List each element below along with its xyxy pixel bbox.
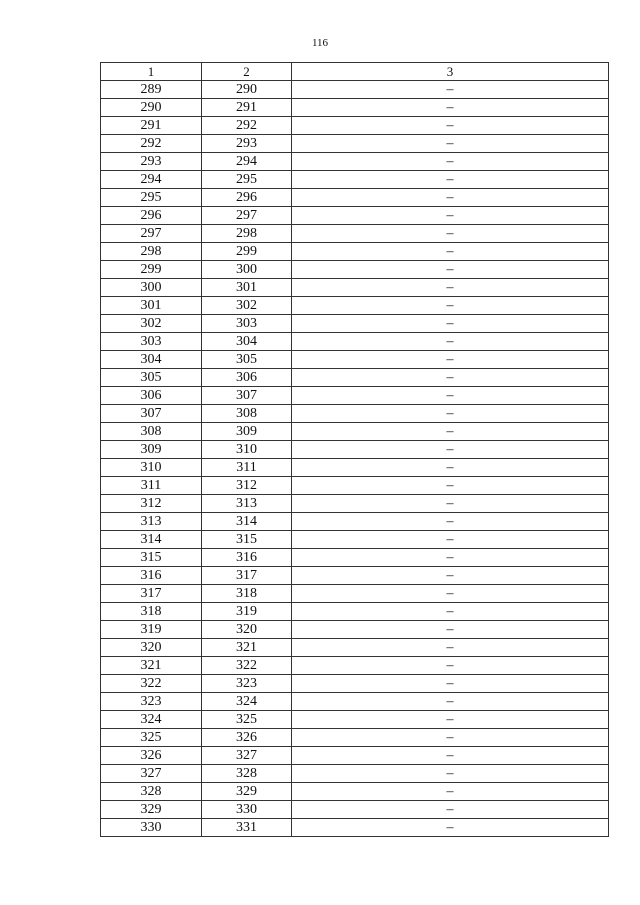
table-cell-col-1: 302 bbox=[101, 315, 202, 333]
table-row bbox=[101, 765, 609, 783]
table-cell-col-2: 291 bbox=[202, 99, 292, 117]
table-cell-col-2: 296 bbox=[202, 189, 292, 207]
table-cell-col-3: – bbox=[292, 531, 609, 549]
table-body bbox=[101, 81, 609, 837]
table-cell-col-3: – bbox=[292, 783, 609, 801]
table-cell-col-1: 291 bbox=[101, 117, 202, 135]
table-cell-col-3: – bbox=[292, 549, 609, 567]
table-row bbox=[101, 567, 609, 585]
table-cell-col-3: – bbox=[292, 99, 609, 117]
table-cell-col-3: – bbox=[292, 351, 609, 369]
table-cell-col-1: 298 bbox=[101, 243, 202, 261]
table-cell-col-3: – bbox=[292, 261, 609, 279]
table-row bbox=[101, 225, 609, 243]
table-row bbox=[101, 459, 609, 477]
table-cell-col-2: 322 bbox=[202, 657, 292, 675]
column-header-3: 3 bbox=[292, 63, 609, 81]
table-cell-col-1: 327 bbox=[101, 765, 202, 783]
table-row bbox=[101, 801, 609, 819]
table-cell-col-1: 320 bbox=[101, 639, 202, 657]
table-cell-col-2: 306 bbox=[202, 369, 292, 387]
table-cell-col-1: 296 bbox=[101, 207, 202, 225]
table-cell-col-2: 315 bbox=[202, 531, 292, 549]
table-cell-col-2: 326 bbox=[202, 729, 292, 747]
table-cell-col-1: 322 bbox=[101, 675, 202, 693]
table-cell-col-1: 303 bbox=[101, 333, 202, 351]
table-row bbox=[101, 657, 609, 675]
table-cell-col-3: – bbox=[292, 117, 609, 135]
table-cell-col-1: 289 bbox=[101, 81, 202, 99]
table-row bbox=[101, 153, 609, 171]
table-cell-col-3: – bbox=[292, 405, 609, 423]
table-cell-col-2: 325 bbox=[202, 711, 292, 729]
table-cell-col-3: – bbox=[292, 369, 609, 387]
table-row bbox=[101, 783, 609, 801]
table-cell-col-2: 301 bbox=[202, 279, 292, 297]
table-row bbox=[101, 81, 609, 99]
table-row bbox=[101, 495, 609, 513]
table-cell-col-1: 300 bbox=[101, 279, 202, 297]
header-row bbox=[101, 63, 609, 81]
table-cell-col-1: 325 bbox=[101, 729, 202, 747]
table-row bbox=[101, 117, 609, 135]
table-cell-col-3: – bbox=[292, 819, 609, 837]
data-table bbox=[100, 62, 609, 837]
table-cell-col-2: 307 bbox=[202, 387, 292, 405]
table-cell-col-1: 312 bbox=[101, 495, 202, 513]
table-cell-col-1: 328 bbox=[101, 783, 202, 801]
table-row bbox=[101, 369, 609, 387]
table-cell-col-3: – bbox=[292, 243, 609, 261]
table-cell-col-3: – bbox=[292, 801, 609, 819]
table-row bbox=[101, 279, 609, 297]
table-row bbox=[101, 315, 609, 333]
table-cell-col-2: 304 bbox=[202, 333, 292, 351]
table-cell-col-1: 311 bbox=[101, 477, 202, 495]
table-cell-col-1: 307 bbox=[101, 405, 202, 423]
table-cell-col-1: 326 bbox=[101, 747, 202, 765]
table-cell-col-3: – bbox=[292, 729, 609, 747]
table-cell-col-2: 330 bbox=[202, 801, 292, 819]
table-cell-col-3: – bbox=[292, 603, 609, 621]
table-cell-col-2: 324 bbox=[202, 693, 292, 711]
table-row bbox=[101, 513, 609, 531]
table-row bbox=[101, 387, 609, 405]
table-row bbox=[101, 135, 609, 153]
table-cell-col-2: 311 bbox=[202, 459, 292, 477]
table-cell-col-2: 327 bbox=[202, 747, 292, 765]
table-cell-col-3: – bbox=[292, 639, 609, 657]
table-row bbox=[101, 261, 609, 279]
table-row bbox=[101, 531, 609, 549]
table-cell-col-1: 295 bbox=[101, 189, 202, 207]
table-cell-col-1: 314 bbox=[101, 531, 202, 549]
table-cell-col-1: 313 bbox=[101, 513, 202, 531]
table-cell-col-1: 299 bbox=[101, 261, 202, 279]
table-cell-col-1: 297 bbox=[101, 225, 202, 243]
table-cell-col-2: 297 bbox=[202, 207, 292, 225]
table-cell-col-3: – bbox=[292, 513, 609, 531]
table-row bbox=[101, 351, 609, 369]
table-cell-col-3: – bbox=[292, 207, 609, 225]
table-row bbox=[101, 603, 609, 621]
table-cell-col-1: 290 bbox=[101, 99, 202, 117]
table-cell-col-3: – bbox=[292, 765, 609, 783]
table-cell-col-3: – bbox=[292, 585, 609, 603]
table-cell-col-2: 328 bbox=[202, 765, 292, 783]
table-cell-col-3: – bbox=[292, 567, 609, 585]
table-cell-col-3: – bbox=[292, 711, 609, 729]
table-cell-col-2: 320 bbox=[202, 621, 292, 639]
table-cell-col-3: – bbox=[292, 675, 609, 693]
table-cell-col-2: 298 bbox=[202, 225, 292, 243]
table-cell-col-2: 317 bbox=[202, 567, 292, 585]
table-cell-col-3: – bbox=[292, 153, 609, 171]
table-row bbox=[101, 405, 609, 423]
table-row bbox=[101, 711, 609, 729]
table-cell-col-2: 331 bbox=[202, 819, 292, 837]
table-row bbox=[101, 207, 609, 225]
table-row bbox=[101, 549, 609, 567]
table-cell-col-2: 303 bbox=[202, 315, 292, 333]
table-cell-col-1: 305 bbox=[101, 369, 202, 387]
table-row bbox=[101, 171, 609, 189]
table-cell-col-3: – bbox=[292, 477, 609, 495]
table-cell-col-3: – bbox=[292, 657, 609, 675]
table-cell-col-3: – bbox=[292, 423, 609, 441]
table-cell-col-3: – bbox=[292, 693, 609, 711]
table-row bbox=[101, 423, 609, 441]
table-row bbox=[101, 819, 609, 837]
table-cell-col-3: – bbox=[292, 387, 609, 405]
table-cell-col-1: 315 bbox=[101, 549, 202, 567]
table-cell-col-3: – bbox=[292, 459, 609, 477]
table-cell-col-2: 319 bbox=[202, 603, 292, 621]
table-cell-col-1: 319 bbox=[101, 621, 202, 639]
table-cell-col-2: 312 bbox=[202, 477, 292, 495]
table-cell-col-1: 323 bbox=[101, 693, 202, 711]
table-cell-col-2: 305 bbox=[202, 351, 292, 369]
table-cell-col-1: 330 bbox=[101, 819, 202, 837]
table-cell-col-3: – bbox=[292, 621, 609, 639]
table-cell-col-1: 308 bbox=[101, 423, 202, 441]
table-row bbox=[101, 747, 609, 765]
table-cell-col-1: 317 bbox=[101, 585, 202, 603]
table-cell-col-1: 306 bbox=[101, 387, 202, 405]
table-cell-col-3: – bbox=[292, 225, 609, 243]
table-cell-col-2: 313 bbox=[202, 495, 292, 513]
table-cell-col-1: 304 bbox=[101, 351, 202, 369]
table-cell-col-1: 309 bbox=[101, 441, 202, 459]
table-cell-col-3: – bbox=[292, 81, 609, 99]
table-row bbox=[101, 189, 609, 207]
table-cell-col-2: 316 bbox=[202, 549, 292, 567]
table-row bbox=[101, 333, 609, 351]
table-row bbox=[101, 729, 609, 747]
table-cell-col-3: – bbox=[292, 333, 609, 351]
table-cell-col-3: – bbox=[292, 135, 609, 153]
table-cell-col-1: 294 bbox=[101, 171, 202, 189]
table-cell-col-1: 310 bbox=[101, 459, 202, 477]
table-cell-col-2: 314 bbox=[202, 513, 292, 531]
table-cell-col-2: 323 bbox=[202, 675, 292, 693]
page-number: 116 bbox=[311, 37, 329, 49]
table-row bbox=[101, 639, 609, 657]
table-cell-col-3: – bbox=[292, 747, 609, 765]
table-row bbox=[101, 441, 609, 459]
table-row bbox=[101, 675, 609, 693]
table-cell-col-1: 301 bbox=[101, 297, 202, 315]
table-cell-col-2: 308 bbox=[202, 405, 292, 423]
table-cell-col-1: 318 bbox=[101, 603, 202, 621]
table-row bbox=[101, 477, 609, 495]
table-cell-col-2: 318 bbox=[202, 585, 292, 603]
table-cell-col-2: 309 bbox=[202, 423, 292, 441]
table-row bbox=[101, 693, 609, 711]
table-cell-col-2: 294 bbox=[202, 153, 292, 171]
table-cell-col-3: – bbox=[292, 189, 609, 207]
table-cell-col-1: 321 bbox=[101, 657, 202, 675]
table-cell-col-2: 302 bbox=[202, 297, 292, 315]
table-cell-col-2: 295 bbox=[202, 171, 292, 189]
table-cell-col-3: – bbox=[292, 279, 609, 297]
table-cell-col-2: 310 bbox=[202, 441, 292, 459]
table-cell-col-3: – bbox=[292, 297, 609, 315]
table-cell-col-1: 292 bbox=[101, 135, 202, 153]
table-row bbox=[101, 585, 609, 603]
table-cell-col-3: – bbox=[292, 495, 609, 513]
table-cell-col-2: 293 bbox=[202, 135, 292, 153]
table-cell-col-2: 321 bbox=[202, 639, 292, 657]
table-cell-col-2: 329 bbox=[202, 783, 292, 801]
table-cell-col-2: 299 bbox=[202, 243, 292, 261]
table-row bbox=[101, 243, 609, 261]
column-header-1: 1 bbox=[101, 63, 202, 81]
table-cell-col-3: – bbox=[292, 441, 609, 459]
table-row bbox=[101, 621, 609, 639]
table-cell-col-1: 329 bbox=[101, 801, 202, 819]
table-cell-col-3: – bbox=[292, 315, 609, 333]
column-header-2: 2 bbox=[202, 63, 292, 81]
table-cell-col-1: 324 bbox=[101, 711, 202, 729]
table-row bbox=[101, 297, 609, 315]
table-cell-col-1: 293 bbox=[101, 153, 202, 171]
table-cell-col-2: 292 bbox=[202, 117, 292, 135]
table-row bbox=[101, 99, 609, 117]
table-cell-col-3: – bbox=[292, 171, 609, 189]
table-cell-col-1: 316 bbox=[101, 567, 202, 585]
table-cell-col-2: 290 bbox=[202, 81, 292, 99]
table-cell-col-2: 300 bbox=[202, 261, 292, 279]
